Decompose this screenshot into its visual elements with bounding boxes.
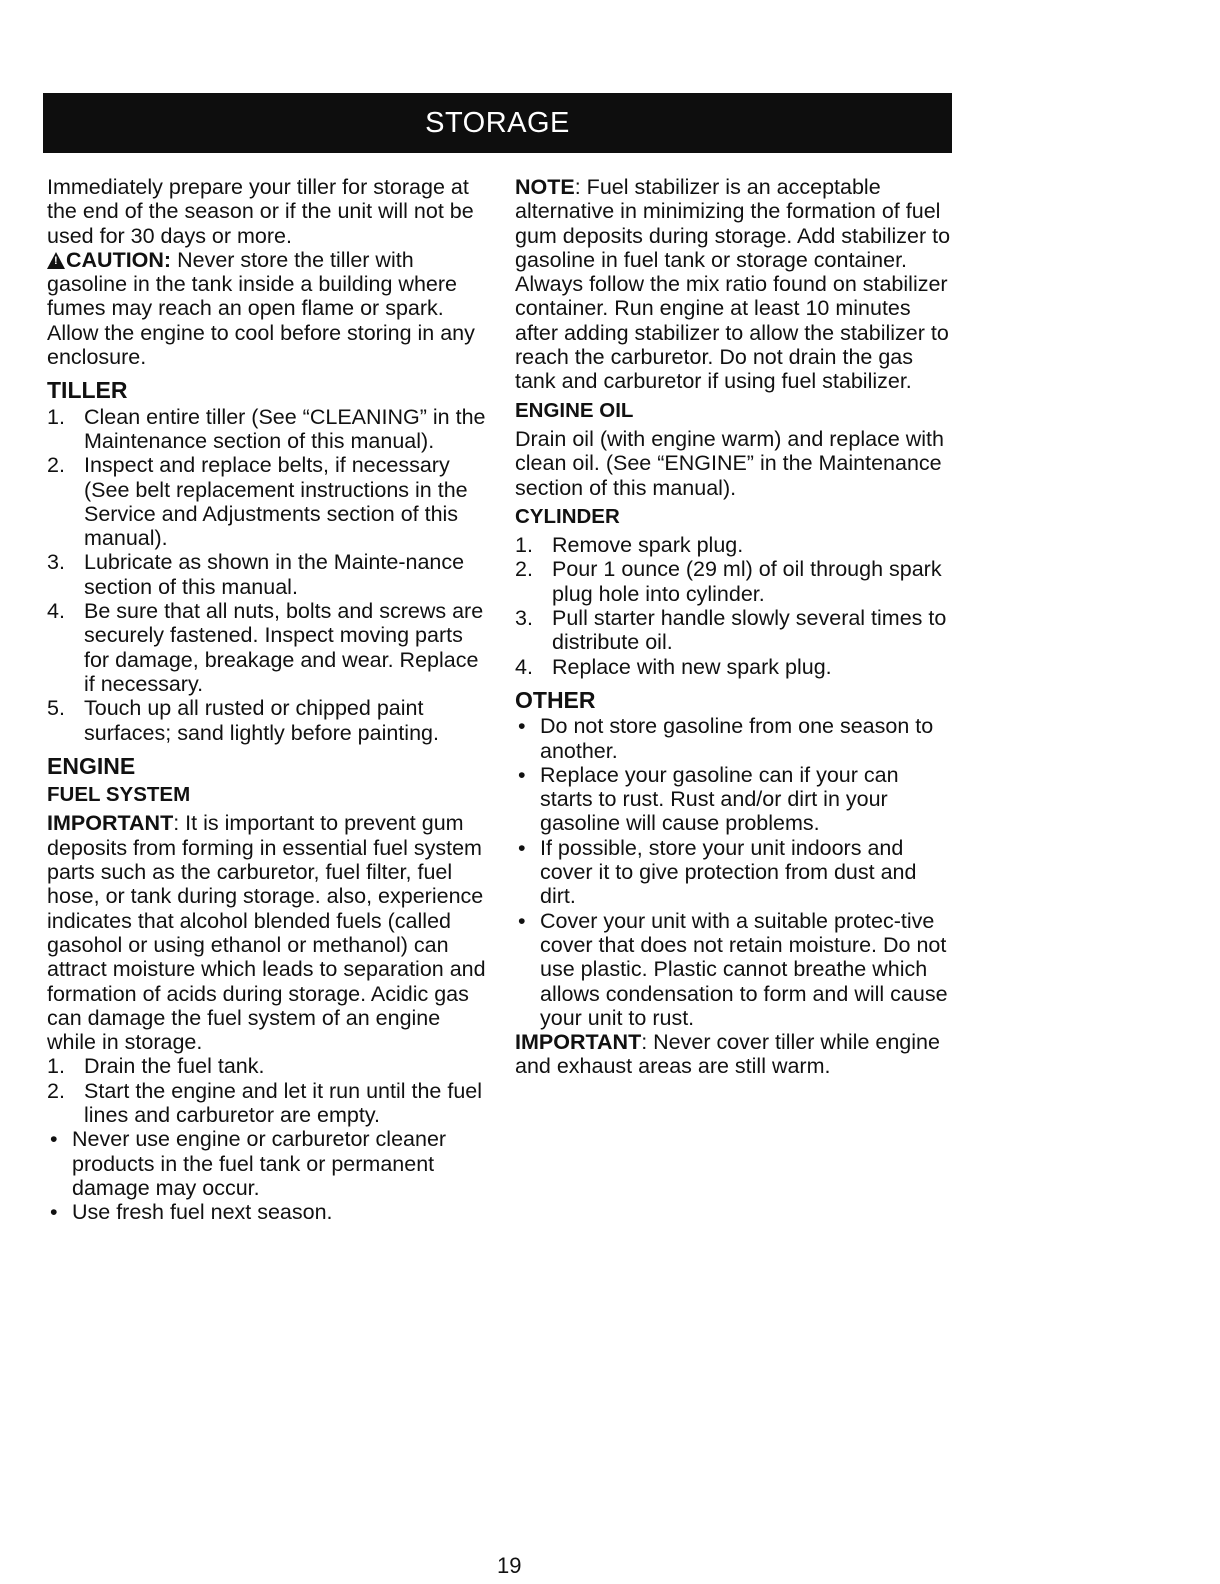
list-item: 3. Lubricate as shown in the Mainte-nance section of this manual. xyxy=(47,550,465,599)
bullet-icon: • xyxy=(518,908,526,933)
page-number: 19 xyxy=(497,1553,522,1578)
list-item: • Do not store gasoline from one season to another. xyxy=(515,714,953,763)
bullet-icon: • xyxy=(518,762,526,787)
list-item: 1. Clean entire tiller (See “CLEANING” in the Maintenance section of this manual). xyxy=(47,404,486,453)
list-item: 5. Touch up all rusted or chipped paint surfaces; sand lightly before painting. xyxy=(47,696,439,745)
important-text: : It is important to prevent gum deposits from forming in essential fuel system parts such as the carburetor, fuel filter, fuel hose, or tank during storage. also, experience indicates that alcohol blended fuels (called gasohol or using ethanol or methanol) can attract moisture which leads to separation and formation of acids during storage. Acidic gas can damage the fuel system of an engine while in storage. xyxy=(47,811,486,1055)
bullet-icon: • xyxy=(50,1200,58,1225)
cylinder-list xyxy=(515,533,953,679)
list-item: • If possible, store your unit indoors and cover it to give protection from dust and dirt. xyxy=(515,836,953,909)
list-item: 2. Start the engine and let it run until the fuel lines and carburetor are empty. xyxy=(47,1078,483,1127)
note-text: : Fuel stabilizer is an acceptable alternative in minimizing the formation of fuel gum deposits during storage. Add stabilizer to gasoline in fuel tank or storage container. Always follow the mix ratio found on stabilizer container. Run engine at least 10 minutes after adding stabilizer to allow the stabilizer to reach the carburetor. Do not drain the gas tank and carburetor if using fuel stabilizer. xyxy=(515,175,951,394)
list-item: 2. Inspect and replace belts, if necessary (See belt replacement instructions in the Service and Adjustments section of this manual). xyxy=(47,453,468,551)
fuel-steps-list xyxy=(47,1054,492,1127)
engine-heading: ENGINE xyxy=(47,752,136,779)
caution-label: CAUTION: xyxy=(66,247,172,272)
list-item: • Never use engine or carburetor cleaner products in the fuel tank or permanent damage may occur. xyxy=(47,1127,492,1200)
caution-paragraph xyxy=(47,248,492,369)
list-item: • Cover your unit with a suitable protec-tive cover that does not retain moisture. Do not use plastic. Plastic cannot breathe which allows condensation to form and will cause your unit to rust. xyxy=(515,909,953,1030)
engine-oil-paragraph: Drain oil (with engine warm) and replace with clean oil. (See “ENGINE” in the Maintenance section of this manual). xyxy=(515,426,944,500)
note-label: NOTE xyxy=(515,175,575,199)
list-item: 4. Replace with new spark plug. xyxy=(515,654,832,679)
list-item: 4. Be sure that all nuts, bolts and screws are securely fastened. Inspect moving parts for damage, breakage and wear. Replace if necessary. xyxy=(47,599,484,696)
other-bullets-list xyxy=(515,714,953,1030)
important-label: IMPORTANT xyxy=(515,1030,642,1055)
other-heading: OTHER xyxy=(515,686,596,713)
note-paragraph xyxy=(515,175,953,394)
list-item: 2. Pour 1 ounce (29 ml) of oil through spark plug hole into cylinder. xyxy=(515,557,942,606)
list-item: • Use fresh fuel next season. xyxy=(47,1200,492,1224)
bullet-icon: • xyxy=(518,714,526,739)
page-title: STORAGE xyxy=(425,106,570,139)
fuel-important-paragraph xyxy=(47,811,492,1054)
warning-triangle-icon xyxy=(47,252,65,269)
bullet-icon: • xyxy=(50,1127,58,1152)
tiller-heading: TILLER xyxy=(47,377,128,404)
important-label: IMPORTANT xyxy=(47,811,174,836)
list-item: 3. Pull starter handle slowly several times to distribute oil. xyxy=(515,606,947,655)
bullet-icon: • xyxy=(518,835,526,860)
important-text: : Never cover tiller while engine and exhaust areas are still warm. xyxy=(515,1030,940,1079)
cylinder-heading: CYLINDER xyxy=(515,504,620,528)
fuel-bullets-list xyxy=(47,1127,492,1224)
engine-oil-heading: ENGINE OIL xyxy=(515,398,634,422)
list-item: • Replace your gasoline can if your can starts to rust. Rust and/or dirt in your gasoline will cause problems. xyxy=(515,763,953,836)
caution-text: Never store the tiller with gasoline in the tank inside a building where fumes may reach an open flame or spark. Allow the engine to cool before storing in any enclosure. xyxy=(47,247,475,370)
list-item: 1. Drain the fuel tank. xyxy=(47,1054,265,1079)
fuel-system-heading: FUEL SYSTEM xyxy=(47,783,191,807)
tiller-list xyxy=(47,405,492,745)
left-column xyxy=(47,175,492,1224)
final-important-paragraph xyxy=(515,1030,953,1079)
section-banner xyxy=(43,93,952,153)
list-item: 1. Remove spark plug. xyxy=(515,533,744,558)
intro-paragraph: Immediately prepare your tiller for storage at the end of the season or if the unit will not be used for 30 days or more. xyxy=(47,175,474,248)
right-column xyxy=(515,175,953,1079)
